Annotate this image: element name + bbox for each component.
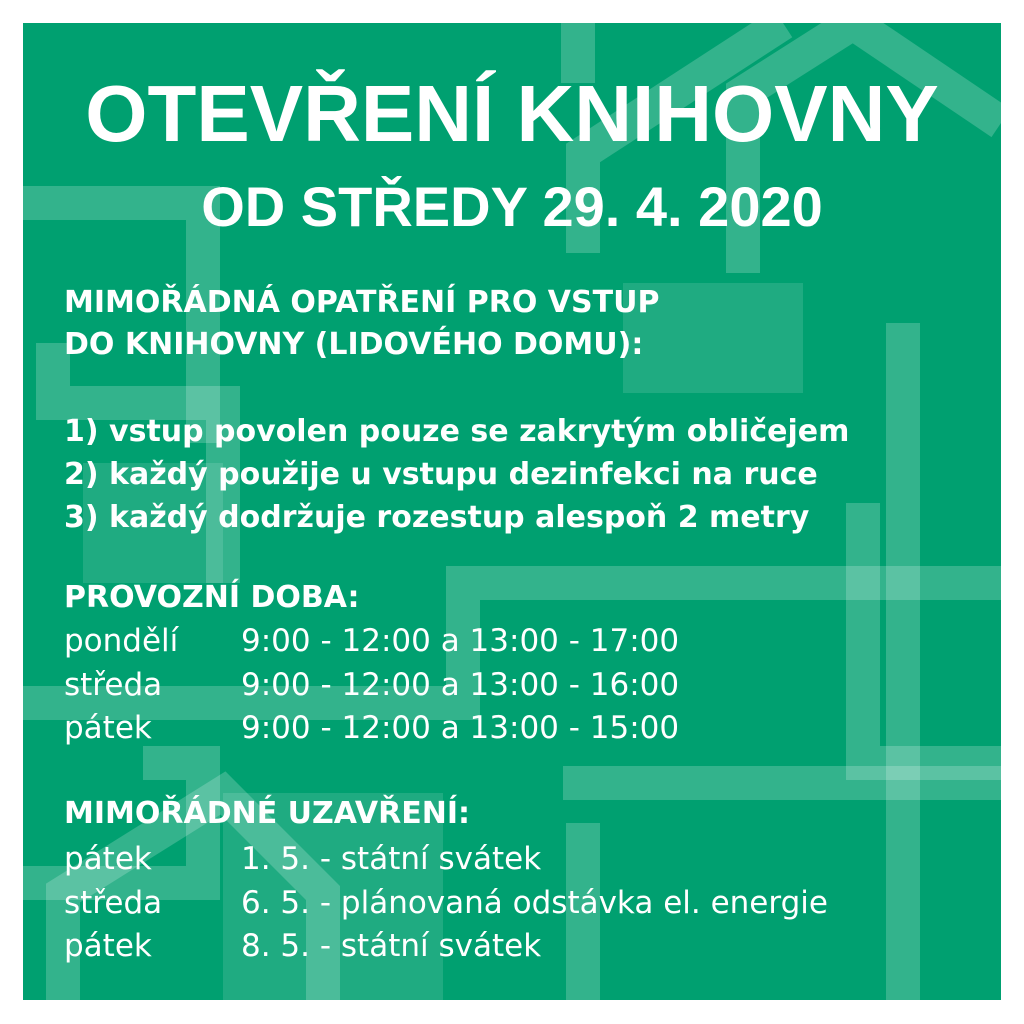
hours-day: středa <box>64 667 163 703</box>
measure-item: 1) vstup povolen pouze se zakrytým obličejem <box>64 414 850 449</box>
closure-day: pátek <box>64 928 152 964</box>
hours-time: 9:00 - 12:00 a 13:00 - 15:00 <box>241 710 680 746</box>
hours-time: 9:00 - 12:00 a 13:00 - 16:00 <box>241 667 680 703</box>
measures-heading-line-1: MIMOŘÁDNÁ OPATŘENÍ PRO VSTUP <box>64 285 660 320</box>
opening-date: OD STŘEDY 29. 4. 2020 <box>201 175 823 238</box>
measures-heading-line-2: DO KNIHOVNY (LIDOVÉHO DOMU): <box>64 327 644 362</box>
hours-day: pátek <box>64 710 152 746</box>
measure-item: 2) každý použije u vstupu dezinfekci na ruce <box>64 457 818 492</box>
closure-day: středa <box>64 885 163 921</box>
page-title: OTEVŘENÍ KNIHOVNY <box>85 69 939 158</box>
closure-detail: 6. 5. - plánovaná odstávka el. energie <box>241 885 828 921</box>
hours-day: pondělí <box>64 623 179 659</box>
opening-hours-heading: PROVOZNÍ DOBA: <box>64 580 360 615</box>
measure-item: 3) každý dodržuje rozestup alespoň 2 metry <box>64 500 810 535</box>
poster <box>23 23 1001 1000</box>
hours-time: 9:00 - 12:00 a 13:00 - 17:00 <box>241 623 680 659</box>
closures-heading: MIMOŘÁDNÉ UZAVŘENÍ: <box>64 796 471 831</box>
closure-detail: 8. 5. - státní svátek <box>241 928 542 964</box>
closure-detail: 1. 5. - státní svátek <box>241 841 542 877</box>
closure-day: pátek <box>64 841 152 877</box>
